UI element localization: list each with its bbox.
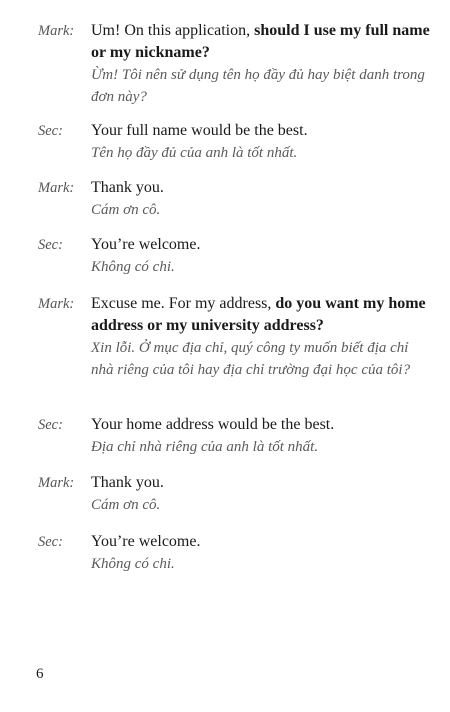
english-line	[91, 177, 431, 199]
dialogue-content	[91, 177, 431, 221]
dialogue-content	[91, 472, 431, 516]
dialogue-content	[91, 531, 431, 575]
english-line	[91, 414, 431, 436]
vietnamese-translation: Không có chi.	[91, 259, 175, 275]
english-line	[91, 293, 431, 337]
dialogue-content	[91, 234, 431, 278]
english-text: You’re welcome.	[91, 236, 201, 253]
vietnamese-translation: Cám ơn cô.	[91, 497, 161, 513]
english-text: Excuse me. For my address,	[91, 295, 276, 312]
speaker-label: Mark:	[38, 475, 75, 491]
english-text: You’re welcome.	[91, 533, 201, 550]
vietnamese-translation: Xin lỗi. Ở mục địa chỉ, quý công ty muốn biết địa chỉ nhà riêng của tôi hay địa chỉ trường đại học của tôi?	[91, 340, 411, 378]
dialogue-content	[91, 120, 431, 164]
english-line	[91, 234, 431, 256]
english-line	[91, 20, 431, 64]
english-bold-phrase: should I use my full name or my nickname?	[91, 22, 430, 61]
english-line	[91, 531, 431, 553]
speaker-label: Sec:	[38, 534, 63, 550]
speaker-label: Sec:	[38, 237, 63, 253]
speaker-label: Sec:	[38, 417, 63, 433]
speaker-label: Mark:	[38, 296, 75, 312]
english-line	[91, 120, 431, 142]
english-text: Your home address would be the best.	[91, 416, 335, 433]
vietnamese-translation: Ừm! Tôi nên sử dụng tên họ đầy đủ hay biệt danh trong đơn này?	[91, 67, 425, 105]
dialogue-content	[91, 293, 431, 381]
vietnamese-translation: Tên họ đầy đủ của anh là tốt nhất.	[91, 145, 298, 161]
english-text: Thank you.	[91, 474, 164, 491]
english-text: Your full name would be the best.	[91, 122, 308, 139]
dialogue-content	[91, 414, 431, 458]
speaker-label: Mark:	[38, 180, 75, 196]
vietnamese-translation: Địa chỉ nhà riêng của anh là tốt nhất.	[91, 439, 319, 455]
english-line	[91, 472, 431, 494]
english-text: Thank you.	[91, 179, 164, 196]
dialogue-content	[91, 20, 431, 108]
speaker-label: Sec:	[38, 123, 63, 139]
vietnamese-translation: Cám ơn cô.	[91, 202, 161, 218]
english-text: Um! On this application,	[91, 22, 255, 39]
speaker-label: Mark:	[38, 23, 75, 39]
page-number: 6	[36, 666, 44, 682]
english-bold-phrase: do you want my home address or my university address?	[91, 295, 426, 334]
vietnamese-translation: Không có chi.	[91, 556, 175, 572]
